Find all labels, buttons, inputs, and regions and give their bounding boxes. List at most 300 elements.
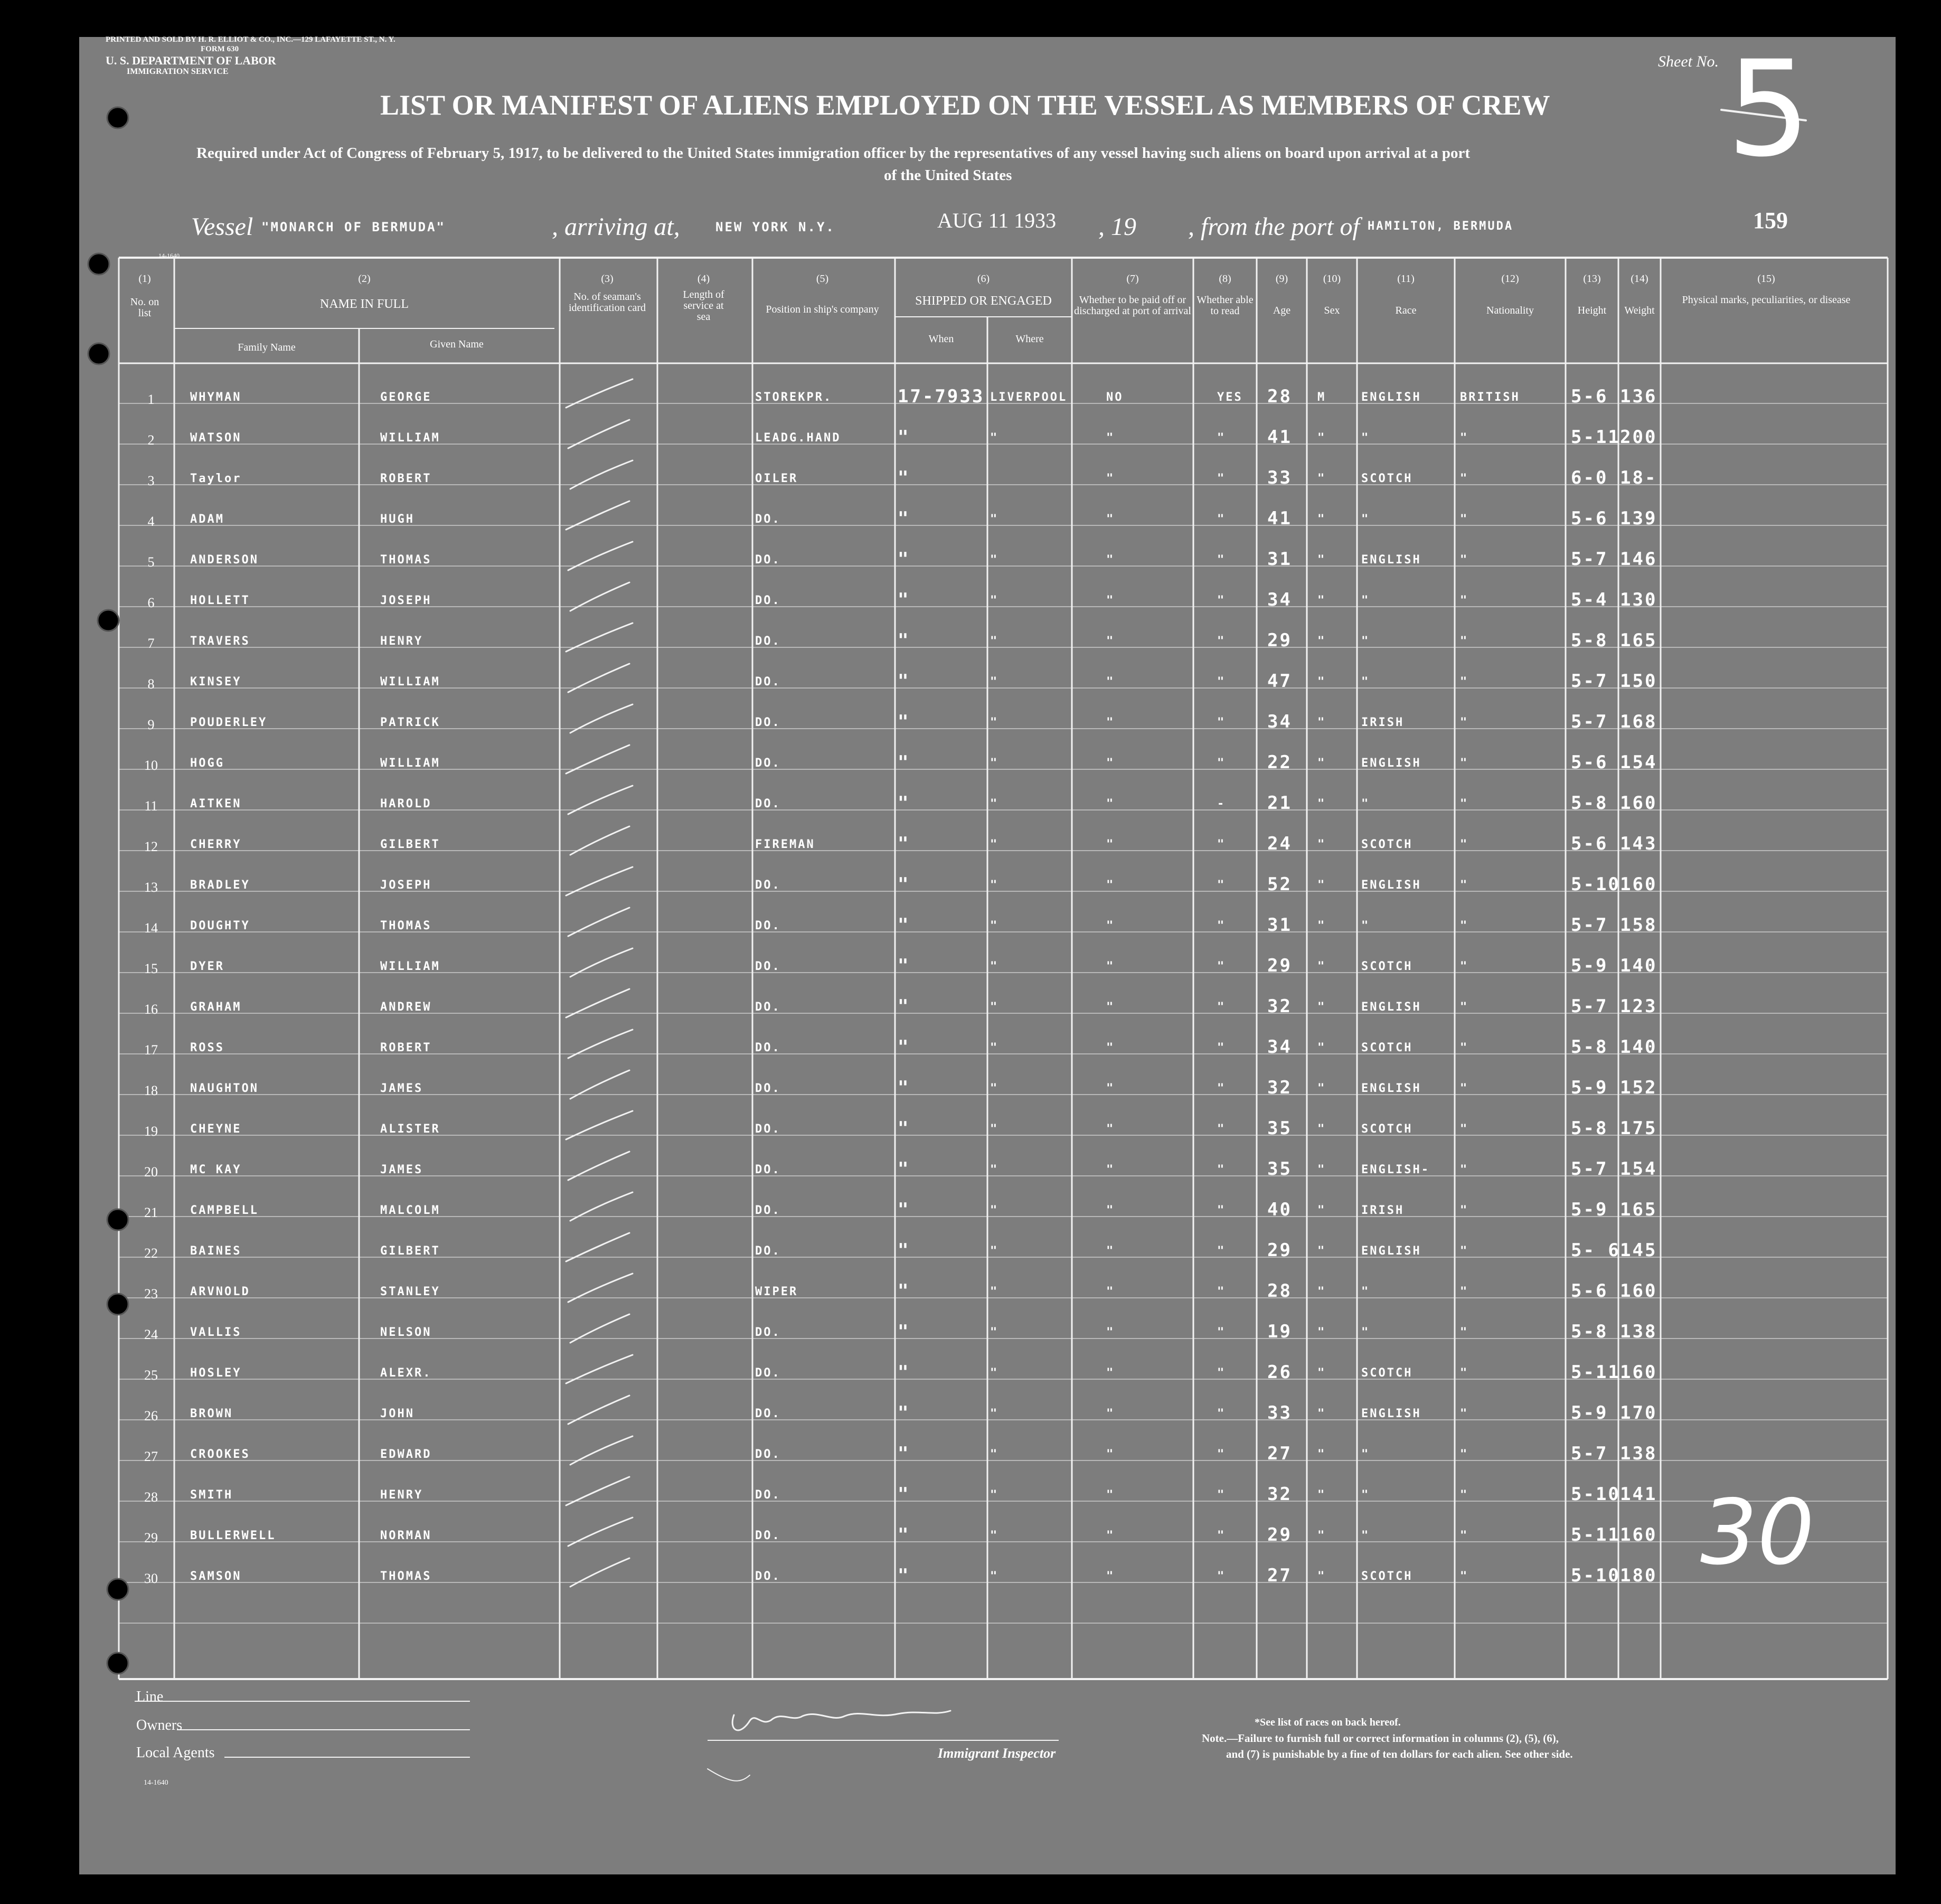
year-label: , 19 bbox=[1098, 213, 1136, 241]
sex-cell: " bbox=[1317, 1285, 1326, 1298]
given-name-cell: WILLIAM bbox=[380, 757, 440, 770]
weight-cell: 160 bbox=[1620, 1280, 1657, 1302]
given-name-cell: HUGH bbox=[380, 513, 414, 526]
able-to-read-cell: " bbox=[1217, 1448, 1226, 1461]
given-name-cell: ALEXR. bbox=[380, 1366, 432, 1380]
sex-cell: M bbox=[1317, 391, 1326, 404]
weight-cell: 145 bbox=[1620, 1240, 1657, 1261]
able-to-read-cell: " bbox=[1217, 757, 1226, 770]
paid-off-cell: " bbox=[1106, 919, 1115, 932]
sex-cell: " bbox=[1317, 960, 1326, 973]
family-name-cell: SMITH bbox=[190, 1488, 233, 1502]
position-cell: DO. bbox=[755, 1407, 781, 1420]
weight-cell: 154 bbox=[1620, 1158, 1657, 1180]
shipped-where-cell: " bbox=[990, 675, 999, 689]
family-name-cell: DYER bbox=[190, 960, 224, 973]
shipped-when-cell: " bbox=[898, 1484, 910, 1505]
paid-off-cell: " bbox=[1106, 1366, 1115, 1380]
shipped-where-cell: " bbox=[990, 553, 999, 567]
position-cell: DO. bbox=[755, 1448, 781, 1461]
age-cell: 22 bbox=[1267, 752, 1292, 773]
position-cell: WIPER bbox=[755, 1285, 798, 1298]
family-name-cell: BAINES bbox=[190, 1245, 242, 1258]
race-cell: SCOTCH bbox=[1361, 1570, 1413, 1583]
shipped-where-cell: " bbox=[990, 1366, 999, 1380]
race-cell: ENGLISH bbox=[1361, 1407, 1421, 1420]
paid-off-cell: " bbox=[1106, 472, 1115, 485]
given-name-cell: WILLIAM bbox=[380, 675, 440, 689]
paid-off-cell: " bbox=[1106, 1001, 1115, 1014]
row-number: 10 bbox=[144, 758, 158, 773]
shipped-when-cell: " bbox=[898, 1158, 910, 1180]
weight-cell: 140 bbox=[1620, 1036, 1657, 1058]
family-name-cell: NAUGHTON bbox=[190, 1082, 259, 1095]
age-cell: 29 bbox=[1267, 1240, 1292, 1261]
nationality-cell: " bbox=[1460, 1366, 1469, 1380]
age-cell: 32 bbox=[1267, 996, 1292, 1017]
family-name-cell: HOSLEY bbox=[190, 1366, 242, 1380]
form-number: FORM 630 bbox=[201, 45, 239, 53]
height-cell: 5-7 bbox=[1571, 1158, 1608, 1180]
age-cell: 31 bbox=[1267, 549, 1292, 570]
weight-cell: 139 bbox=[1620, 508, 1657, 529]
age-cell: 31 bbox=[1267, 915, 1292, 936]
family-name-cell: AITKEN bbox=[190, 797, 242, 810]
race-cell: ENGLISH bbox=[1361, 1082, 1421, 1095]
family-name-cell: CHERRY bbox=[190, 838, 242, 851]
height-cell: 5-11 bbox=[1571, 427, 1620, 448]
given-name-cell: EDWARD bbox=[380, 1448, 432, 1461]
height-cell: 5-6 bbox=[1571, 508, 1608, 529]
line-label: Line bbox=[136, 1689, 164, 1705]
sex-cell: " bbox=[1317, 472, 1326, 485]
given-name-cell: THOMAS bbox=[380, 1570, 432, 1583]
height-cell: 5-6 bbox=[1571, 386, 1608, 407]
weight-cell: 160 bbox=[1620, 874, 1657, 895]
height-cell: 5-7 bbox=[1571, 549, 1608, 570]
paid-off-cell: " bbox=[1106, 635, 1115, 648]
col7-number: (7) bbox=[1126, 273, 1139, 285]
shipped-where-cell: " bbox=[990, 960, 999, 973]
sex-cell: " bbox=[1317, 1041, 1326, 1054]
shipped-when-cell: " bbox=[898, 955, 910, 976]
given-name-cell: JOSEPH bbox=[380, 594, 432, 607]
weight-cell: 136 bbox=[1620, 386, 1657, 407]
sex-cell: " bbox=[1317, 594, 1326, 607]
subtitle-line2: of the United States bbox=[884, 167, 1012, 184]
row-number: 1 bbox=[147, 392, 155, 407]
family-name-cell: CAMPBELL bbox=[190, 1204, 259, 1217]
weight-cell: 160 bbox=[1620, 1524, 1657, 1545]
weight-cell: 138 bbox=[1620, 1443, 1657, 1464]
row-number: 28 bbox=[144, 1490, 158, 1505]
weight-cell: 165 bbox=[1620, 1199, 1657, 1220]
sex-cell: " bbox=[1317, 838, 1326, 851]
shipped-when-cell: 17-7933 bbox=[898, 386, 985, 407]
family-name-cell: ANDERSON bbox=[190, 553, 259, 567]
nationality-cell: " bbox=[1460, 1407, 1469, 1420]
weight-cell: 123 bbox=[1620, 996, 1657, 1017]
paid-off-cell: " bbox=[1106, 1407, 1115, 1420]
paid-off-cell: " bbox=[1106, 1041, 1115, 1054]
shipped-when-cell: " bbox=[898, 508, 910, 529]
shipped-where-cell: " bbox=[990, 513, 999, 526]
race-cell: " bbox=[1361, 1326, 1370, 1339]
family-name-cell: CHEYNE bbox=[190, 1123, 242, 1136]
paid-off-cell: " bbox=[1106, 716, 1115, 729]
row-number: 21 bbox=[144, 1205, 158, 1220]
height-cell: 5-8 bbox=[1571, 1118, 1608, 1139]
sex-cell: " bbox=[1317, 1163, 1326, 1176]
from-label: , from the port of bbox=[1188, 213, 1360, 241]
age-cell: 41 bbox=[1267, 427, 1292, 448]
row-number: 15 bbox=[144, 961, 158, 976]
nationality-cell: " bbox=[1460, 919, 1469, 932]
col11-header: Race bbox=[1395, 305, 1417, 316]
nationality-cell: " bbox=[1460, 797, 1469, 810]
col13-number: (13) bbox=[1583, 273, 1601, 285]
signature bbox=[732, 1711, 950, 1730]
nationality-cell: " bbox=[1460, 594, 1469, 607]
col5-number: (5) bbox=[816, 273, 829, 285]
age-cell: 35 bbox=[1267, 1158, 1292, 1180]
paid-off-cell: " bbox=[1106, 1123, 1115, 1136]
height-cell: 5-10 bbox=[1571, 1565, 1620, 1586]
col8-number: (8) bbox=[1219, 273, 1231, 285]
binder-hole bbox=[88, 343, 109, 364]
given-name-cell: JAMES bbox=[380, 1163, 423, 1176]
height-cell: 5-9 bbox=[1571, 955, 1608, 976]
position-cell: OILER bbox=[755, 472, 798, 485]
nationality-cell: " bbox=[1460, 1326, 1469, 1339]
age-cell: 33 bbox=[1267, 1402, 1292, 1424]
paid-off-cell: " bbox=[1106, 1245, 1115, 1258]
height-cell: 5-10 bbox=[1571, 1484, 1620, 1505]
col12-header: Nationality bbox=[1486, 305, 1534, 316]
family-name-cell: CROOKES bbox=[190, 1448, 250, 1461]
shipped-where-cell: LIVERPOOL bbox=[990, 391, 1068, 404]
height-cell: 5- 6 bbox=[1571, 1240, 1620, 1261]
subtitle-line1: Required under Act of Congress of February 5, 1917, to be delivered to the United States immigration officer by the representatives of any vessel having such aliens on board upon arrival at a port bbox=[196, 145, 1471, 162]
signature-stroke bbox=[708, 1769, 750, 1781]
row-number: 13 bbox=[144, 880, 158, 895]
race-cell: SCOTCH bbox=[1361, 1041, 1413, 1054]
able-to-read-cell: " bbox=[1217, 919, 1226, 932]
shipped-when-cell: " bbox=[898, 874, 910, 895]
position-cell: DO. bbox=[755, 797, 781, 810]
paid-off-cell: " bbox=[1106, 838, 1115, 851]
row-number: 22 bbox=[144, 1246, 158, 1261]
weight-cell: 130 bbox=[1620, 589, 1657, 610]
sex-cell: " bbox=[1317, 635, 1326, 648]
nationality-cell: " bbox=[1460, 513, 1469, 526]
given-name-cell: NORMAN bbox=[380, 1529, 432, 1542]
col9-header: Age bbox=[1273, 305, 1291, 316]
height-cell: 5-6 bbox=[1571, 752, 1608, 773]
shipped-where-cell: " bbox=[990, 838, 999, 851]
shipped-when-cell: " bbox=[898, 1402, 910, 1424]
row-number: 9 bbox=[147, 717, 155, 732]
printer-line: PRINTED AND SOLD BY H. R. ELLIOT & CO., INC.—129 LAFAYETTE ST., N. Y. bbox=[106, 35, 395, 44]
col15-number: (15) bbox=[1757, 273, 1775, 285]
binder-hole bbox=[107, 1653, 128, 1674]
position-cell: LEADG.HAND bbox=[755, 431, 841, 445]
family-name-cell: ADAM bbox=[190, 513, 224, 526]
row-number: 26 bbox=[144, 1408, 158, 1424]
height-cell: 5-7 bbox=[1571, 1443, 1608, 1464]
age-cell: 28 bbox=[1267, 1280, 1292, 1302]
weight-cell: 138 bbox=[1620, 1321, 1657, 1342]
race-cell: ENGLISH bbox=[1361, 757, 1421, 770]
row-number: 24 bbox=[144, 1327, 158, 1342]
race-cell: ENGLISH bbox=[1361, 553, 1421, 567]
given-name-cell: ROBERT bbox=[380, 472, 432, 485]
family-name-cell: BROWN bbox=[190, 1407, 233, 1420]
position-cell: DO. bbox=[755, 1245, 781, 1258]
position-cell: DO. bbox=[755, 1082, 781, 1095]
given-name-cell: ALISTER bbox=[380, 1123, 440, 1136]
nationality-cell: " bbox=[1460, 1570, 1469, 1583]
race-cell: SCOTCH bbox=[1361, 838, 1413, 851]
shipped-when-cell: " bbox=[898, 752, 910, 773]
race-cell: ENGLISH- bbox=[1361, 1163, 1430, 1176]
race-cell: ENGLISH bbox=[1361, 1001, 1421, 1014]
sex-cell: " bbox=[1317, 1570, 1326, 1583]
able-to-read-cell: - bbox=[1217, 797, 1226, 810]
col2-header: NAME IN FULL bbox=[320, 297, 409, 311]
col1-number: (1) bbox=[138, 273, 151, 285]
nationality-cell: " bbox=[1460, 1448, 1469, 1461]
able-to-read-cell: " bbox=[1217, 838, 1226, 851]
weight-cell: 160 bbox=[1620, 793, 1657, 814]
given-name-cell: HENRY bbox=[380, 635, 423, 648]
position-cell: DO. bbox=[755, 1366, 781, 1380]
agents-label: Local Agents bbox=[136, 1745, 215, 1761]
paid-off-cell: " bbox=[1106, 960, 1115, 973]
vessel-name: "MONARCH OF BERMUDA" bbox=[261, 220, 446, 234]
row-number: 2 bbox=[147, 432, 155, 448]
shipped-when-cell: " bbox=[898, 630, 910, 651]
row-number: 23 bbox=[144, 1286, 158, 1302]
height-cell: 5-9 bbox=[1571, 1402, 1608, 1424]
col7-header: Whether to be paid off or discharged at port of arrival bbox=[1074, 294, 1191, 317]
able-to-read-cell: " bbox=[1217, 1163, 1226, 1176]
footer-note2: Note.—Failure to furnish full or correct information in columns (2), (5), (6), bbox=[1202, 1732, 1559, 1745]
paid-off-cell: " bbox=[1106, 553, 1115, 567]
row-number: 6 bbox=[147, 595, 155, 610]
nationality-cell: " bbox=[1460, 1204, 1469, 1217]
arrival-date: AUG 11 1933 bbox=[937, 209, 1057, 232]
page-title: LIST OR MANIFEST OF ALIENS EMPLOYED ON THE VESSEL AS MEMBERS OF CREW bbox=[380, 89, 1550, 121]
nationality-cell: " bbox=[1460, 757, 1469, 770]
row-number: 11 bbox=[144, 798, 158, 814]
family-name-cell: POUDERLEY bbox=[190, 716, 268, 729]
age-cell: 32 bbox=[1267, 1484, 1292, 1505]
race-cell: SCOTCH bbox=[1361, 1123, 1413, 1136]
height-cell: 5-7 bbox=[1571, 996, 1608, 1017]
shipped-where-cell: " bbox=[990, 919, 999, 932]
family-name-cell: DOUGHTY bbox=[190, 919, 250, 932]
sex-cell: " bbox=[1317, 1366, 1326, 1380]
weight-cell: 18- bbox=[1620, 467, 1657, 488]
position-cell: FIREMAN bbox=[755, 838, 815, 851]
shipped-when-cell: " bbox=[898, 1118, 910, 1139]
age-cell: 41 bbox=[1267, 508, 1292, 529]
given-name-cell: GEORGE bbox=[380, 391, 432, 404]
row-number: 16 bbox=[144, 1002, 158, 1017]
family-name-cell: Taylor bbox=[190, 472, 242, 485]
shipped-where-cell: " bbox=[990, 879, 999, 892]
shipped-where-cell: " bbox=[990, 757, 999, 770]
sex-cell: " bbox=[1317, 919, 1326, 932]
row-number: 7 bbox=[147, 636, 155, 651]
paid-off-cell: " bbox=[1106, 1570, 1115, 1583]
race-cell: " bbox=[1361, 1529, 1370, 1542]
given-name-cell: JAMES bbox=[380, 1082, 423, 1095]
paid-off-cell: " bbox=[1106, 594, 1115, 607]
paid-off-cell: " bbox=[1106, 797, 1115, 810]
sex-cell: " bbox=[1317, 1529, 1326, 1542]
family-name-cell: WATSON bbox=[190, 431, 242, 445]
weight-cell: 158 bbox=[1620, 915, 1657, 936]
given-name-cell: JOSEPH bbox=[380, 879, 432, 892]
col4-number: (4) bbox=[697, 273, 710, 285]
age-cell: 27 bbox=[1267, 1565, 1292, 1586]
paid-off-cell: " bbox=[1106, 1448, 1115, 1461]
shipped-when-cell: " bbox=[898, 427, 910, 448]
age-cell: 34 bbox=[1267, 1036, 1292, 1058]
shipped-where-cell: " bbox=[990, 1529, 999, 1542]
paid-off-cell: " bbox=[1106, 675, 1115, 689]
able-to-read-cell: " bbox=[1217, 960, 1226, 973]
shipped-when-cell: " bbox=[898, 467, 910, 488]
height-cell: 5-7 bbox=[1571, 711, 1608, 732]
able-to-read-cell: " bbox=[1217, 675, 1226, 689]
col13-header: Height bbox=[1577, 305, 1607, 316]
shipped-when-cell: " bbox=[898, 915, 910, 936]
race-cell: " bbox=[1361, 1448, 1370, 1461]
able-to-read-cell: " bbox=[1217, 1001, 1226, 1014]
family-name-cell: ARVNOLD bbox=[190, 1285, 250, 1298]
able-to-read-cell: " bbox=[1217, 431, 1226, 445]
height-cell: 5-10 bbox=[1571, 874, 1620, 895]
able-to-read-cell: " bbox=[1217, 472, 1226, 485]
position-cell: DO. bbox=[755, 1529, 781, 1542]
able-to-read-cell: " bbox=[1217, 1529, 1226, 1542]
age-cell: 26 bbox=[1267, 1362, 1292, 1383]
col9-number: (9) bbox=[1275, 273, 1288, 285]
sex-cell: " bbox=[1317, 1407, 1326, 1420]
height-cell: 5-8 bbox=[1571, 1321, 1608, 1342]
shipped-where-cell: " bbox=[990, 797, 999, 810]
paid-off-cell: " bbox=[1106, 757, 1115, 770]
shipped-where-cell: " bbox=[990, 1245, 999, 1258]
col6b-header: Where bbox=[1015, 333, 1044, 345]
given-name-cell: ANDREW bbox=[380, 1001, 432, 1014]
weight-cell: 152 bbox=[1620, 1077, 1657, 1098]
position-cell: DO. bbox=[755, 1001, 781, 1014]
sex-cell: " bbox=[1317, 1082, 1326, 1095]
age-cell: 29 bbox=[1267, 955, 1292, 976]
height-cell: 5-8 bbox=[1571, 1036, 1608, 1058]
nationality-cell: " bbox=[1460, 1245, 1469, 1258]
col3-header: No. of seaman's identification card bbox=[568, 291, 646, 314]
age-cell: 40 bbox=[1267, 1199, 1292, 1220]
age-cell: 32 bbox=[1267, 1077, 1292, 1098]
shipped-where-cell: " bbox=[990, 635, 999, 648]
row-number: 5 bbox=[147, 554, 155, 570]
shipped-when-cell: " bbox=[898, 793, 910, 814]
age-cell: 28 bbox=[1267, 386, 1292, 407]
height-cell: 5-6 bbox=[1571, 833, 1608, 854]
given-name-cell: PATRICK bbox=[380, 716, 440, 729]
weight-cell: 175 bbox=[1620, 1118, 1657, 1139]
position-cell: DO. bbox=[755, 1041, 781, 1054]
col14-number: (14) bbox=[1631, 273, 1648, 285]
given-name-cell: JOHN bbox=[380, 1407, 414, 1420]
row-number: 3 bbox=[147, 473, 155, 488]
col4-header: Length of service at sea bbox=[683, 289, 724, 323]
nationality-cell: " bbox=[1460, 472, 1469, 485]
shipped-when-cell: " bbox=[898, 1524, 910, 1545]
shipped-when-cell: " bbox=[898, 1240, 910, 1261]
arriving-label: , arriving at, bbox=[552, 213, 680, 241]
weight-cell: 170 bbox=[1620, 1402, 1657, 1424]
arrival-port: NEW YORK N.Y. bbox=[715, 220, 835, 234]
height-cell: 5-8 bbox=[1571, 630, 1608, 651]
race-cell: " bbox=[1361, 919, 1370, 932]
able-to-read-cell: " bbox=[1217, 1204, 1226, 1217]
shipped-where-cell: " bbox=[990, 1570, 999, 1583]
row-number: 27 bbox=[144, 1449, 158, 1464]
age-cell: 29 bbox=[1267, 630, 1292, 651]
sex-cell: " bbox=[1317, 1001, 1326, 1014]
able-to-read-cell: " bbox=[1217, 879, 1226, 892]
given-name-cell: STANLEY bbox=[380, 1285, 440, 1298]
sex-cell: " bbox=[1317, 431, 1326, 445]
shipped-when-cell: " bbox=[898, 549, 910, 570]
given-name-cell: WILLIAM bbox=[380, 960, 440, 973]
family-name-cell: HOGG bbox=[190, 757, 224, 770]
col2-number: (2) bbox=[358, 273, 371, 285]
shipped-where-cell: " bbox=[990, 1488, 999, 1502]
able-to-read-cell: YES bbox=[1217, 391, 1243, 404]
col2b-header: Given Name bbox=[430, 338, 484, 350]
sex-cell: " bbox=[1317, 513, 1326, 526]
weight-cell: 168 bbox=[1620, 711, 1657, 732]
weight-cell: 146 bbox=[1620, 549, 1657, 570]
position-cell: DO. bbox=[755, 513, 781, 526]
shipped-when-cell: " bbox=[898, 996, 910, 1017]
form-number-small: 14-1640 bbox=[158, 252, 180, 259]
race-cell: " bbox=[1361, 513, 1370, 526]
age-cell: 47 bbox=[1267, 671, 1292, 692]
position-cell: DO. bbox=[755, 960, 781, 973]
race-cell: ENGLISH bbox=[1361, 391, 1421, 404]
footer-note3: and (7) is punishable by a fine of ten dollars for each alien. See other side. bbox=[1226, 1748, 1573, 1760]
family-name-cell: ROSS bbox=[190, 1041, 224, 1054]
position-cell: DO. bbox=[755, 635, 781, 648]
family-name-cell: WHYMAN bbox=[190, 391, 242, 404]
age-cell: 34 bbox=[1267, 711, 1292, 732]
col2a-header: Family Name bbox=[238, 342, 296, 353]
nationality-cell: " bbox=[1460, 1488, 1469, 1502]
col10-header: Sex bbox=[1324, 305, 1340, 316]
family-name-cell: SAMSON bbox=[190, 1570, 242, 1583]
position-cell: DO. bbox=[755, 553, 781, 567]
race-cell: " bbox=[1361, 1285, 1370, 1298]
shipped-where-cell: " bbox=[990, 1163, 999, 1176]
